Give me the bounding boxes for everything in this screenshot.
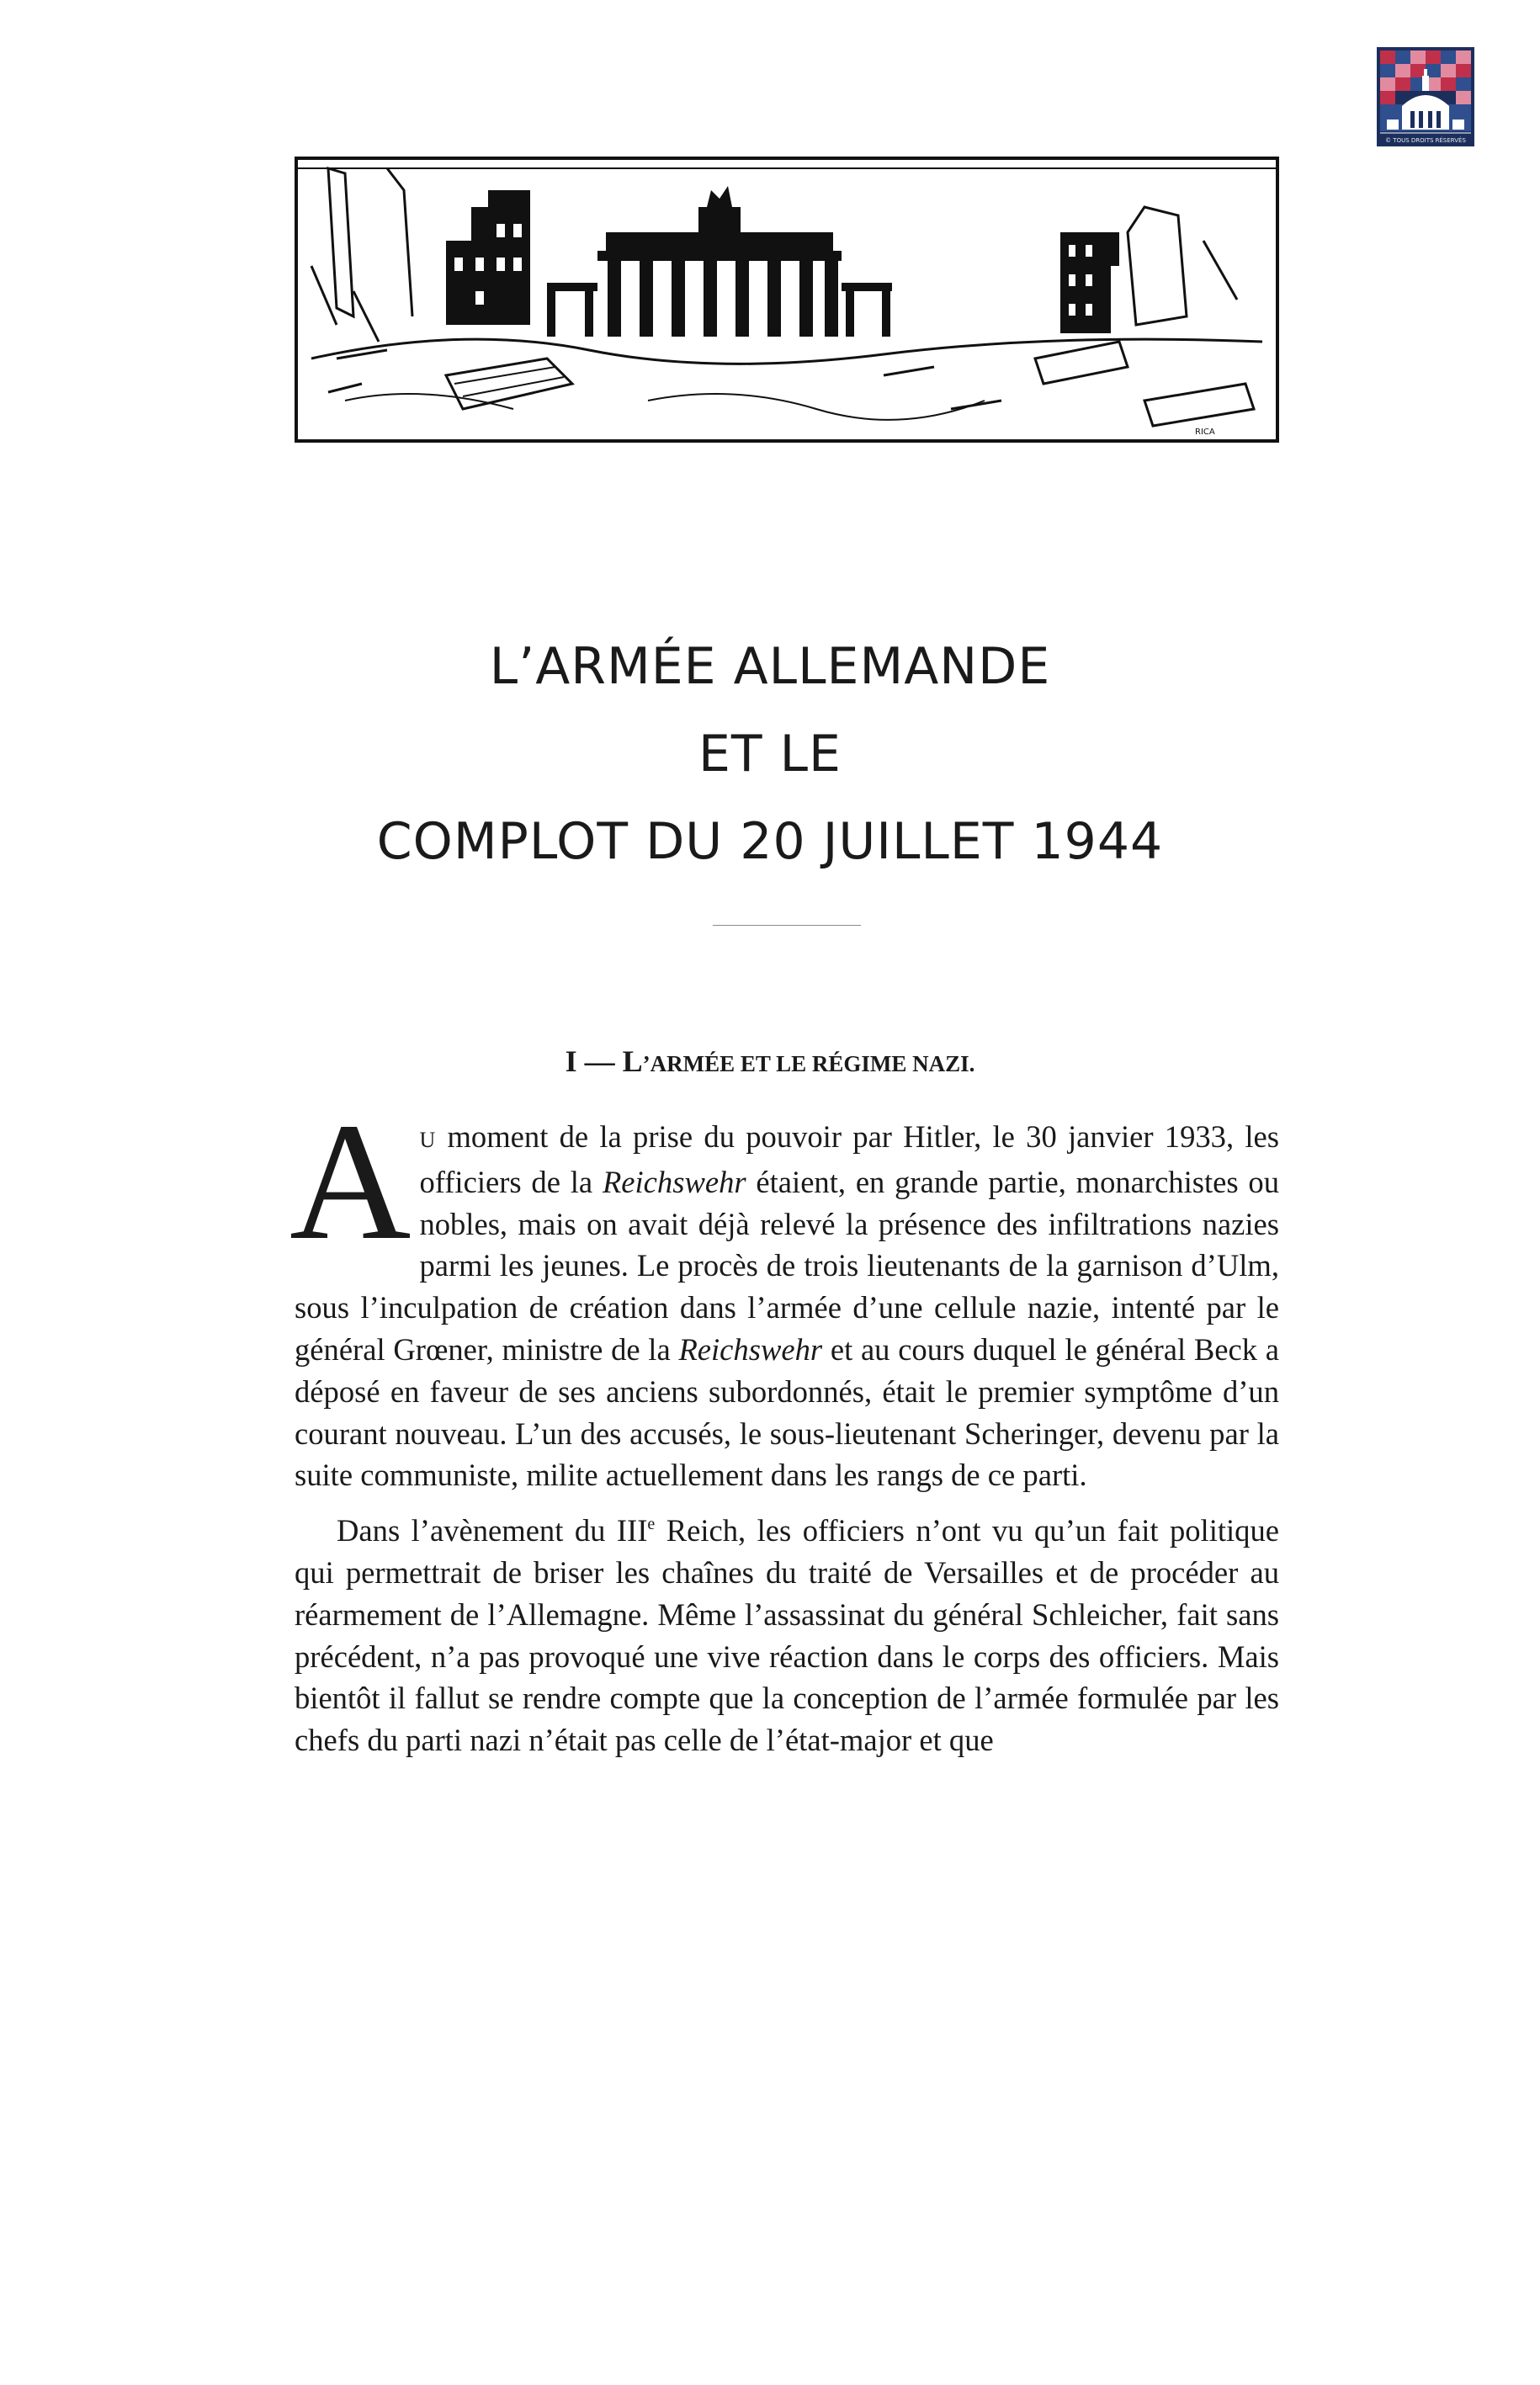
paragraph-1 [289, 1089, 1279, 1496]
paragraph-1-text-c: et au cours duquel le général Beck a déposé en faveur de ses anciens subordonnés, était le premier symptôme d’un courant nouveau. L’un des accusés, le sous-lieutenant Scheringer, devenu par la suite communiste, milite actuellement dans les rangs de ce parti. [295, 1331, 1279, 1493]
first-word-smallcaps: U [419, 1128, 437, 1152]
illustration-signature: RICA [1195, 428, 1215, 437]
body-text [289, 1089, 1279, 1761]
paragraph-2-text-a: Dans l’avènement du III [337, 1513, 648, 1548]
paragraph-2-text-b: Reich, les officiers n’ont vu qu’un fait politique qui permettrait de briser les chaînes du traité de Versailles et de procéder au réarmement de l’Allemagne. Même l’assassinat du général Schleicher, fait sans précédent, n’a pas provoqué une vive réaction dans le corps des officiers. Mais bientôt il fallut se rendre compte que la conception de l’armée formulée par les chefs du parti nazi n’était pas celle de l’état-major et que [295, 1513, 1279, 1758]
title-line-1: L’ARMÉE ALLEMANDE [489, 637, 1051, 696]
italic-reichswehr-1: Reichswehr [602, 1164, 746, 1199]
superscript-e: e [647, 1515, 656, 1534]
title-line-2: ET LE [698, 725, 842, 783]
paragraph-1-text-a: moment de la prise du pouvoir par Hitler, le 30 janvier 1933, les officiers de la [419, 1119, 1279, 1199]
section-heading [0, 1040, 1540, 1085]
chapter-title [0, 623, 1540, 885]
seal-caption: © TOUS DROITS RÉSERVÉS [1385, 137, 1466, 144]
paragraph-1-text-b: étaient, en grande partie, monarchistes ou nobles, mais on avait déjà relevé la présence des infiltrations nazies parmi les jeunes. Le procès de trois lieutenants de la garnison d’Ulm, sous l’inculpation de création dans l’armée d’une cellule nazie, intenté par le général Grœner, ministre de la [295, 1164, 1279, 1367]
title-line-3: COMPLOT DU 20 JUILLET 1944 [376, 812, 1164, 871]
section-title: ’ARMÉE ET LE RÉGIME NAZI. [642, 1051, 975, 1076]
publisher-seal-logo [1377, 47, 1474, 146]
brandenburg-gate-ruins-icon [295, 157, 1279, 443]
italic-reichswehr-2: Reichswehr [678, 1331, 823, 1367]
drop-cap: A [289, 1089, 412, 1275]
paragraph-2 [295, 1510, 1279, 1761]
title-divider [713, 925, 861, 926]
section-numeral: I — L [565, 1044, 643, 1078]
